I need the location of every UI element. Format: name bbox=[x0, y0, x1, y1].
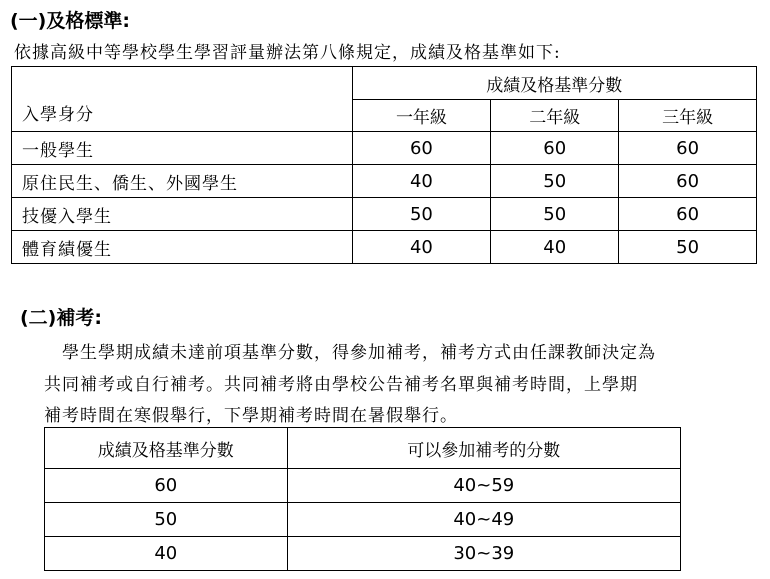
makeup-exam-table bbox=[44, 427, 681, 571]
cell-value: 60 bbox=[619, 165, 757, 198]
table-row bbox=[45, 503, 681, 537]
cell-value: 50 bbox=[352, 198, 491, 231]
col-header-grade1: 一年級 bbox=[352, 100, 491, 132]
row-label: 原住民生、僑生、外國學生 bbox=[12, 165, 353, 198]
cell-value: 60 bbox=[352, 132, 491, 165]
col-header-grade3: 三年級 bbox=[619, 100, 757, 132]
table-row bbox=[45, 469, 681, 503]
row-header-label: 入學身分 bbox=[22, 105, 94, 125]
table-row bbox=[45, 537, 681, 571]
table-row bbox=[12, 231, 757, 264]
table-row bbox=[12, 132, 757, 165]
section2-heading: (二)補考: bbox=[20, 307, 102, 329]
cell-value: 60 bbox=[619, 198, 757, 231]
row-label: 體育績優生 bbox=[12, 231, 353, 264]
cell-base-score: 40 bbox=[45, 537, 288, 571]
cell-value: 40 bbox=[352, 165, 491, 198]
cell-value: 60 bbox=[619, 132, 757, 165]
section2-paragraph-line-2: 共同補考或自行補考。共同補考將由學校公告補考名單與補考時間，上學期 bbox=[44, 375, 638, 395]
section1-intro: 依據高級中等學校學生學習評量辦法第八條規定，成績及格基準如下: bbox=[14, 43, 561, 63]
cell-value: 40 bbox=[352, 231, 491, 264]
passing-standard-table bbox=[11, 66, 757, 264]
cell-value: 50 bbox=[491, 165, 619, 198]
row-header-cell bbox=[12, 67, 353, 132]
cell-makeup-range: 30~39 bbox=[287, 537, 680, 571]
cell-makeup-range: 40~49 bbox=[287, 503, 680, 537]
group-header-cell bbox=[352, 67, 756, 100]
cell-makeup-range: 40~59 bbox=[287, 469, 680, 503]
cell-value: 50 bbox=[619, 231, 757, 264]
cell-value: 40 bbox=[491, 231, 619, 264]
table-row bbox=[12, 198, 757, 231]
cell-value: 60 bbox=[491, 132, 619, 165]
cell-base-score: 60 bbox=[45, 469, 288, 503]
row-label: 技優入學生 bbox=[12, 198, 353, 231]
cell-base-score: 50 bbox=[45, 503, 288, 537]
section2-paragraph-line-1: 學生學期成績未達前項基準分數，得參加補考，補考方式由任課教師決定為 bbox=[62, 343, 656, 363]
col-header-base-score: 成績及格基準分數 bbox=[45, 428, 288, 469]
table-row bbox=[12, 165, 757, 198]
row-label: 一般學生 bbox=[12, 132, 353, 165]
section2-paragraph-line-3: 補考時間在寒假舉行，下學期補考時間在暑假舉行。 bbox=[44, 406, 458, 426]
section1-heading: (一)及格標準: bbox=[10, 10, 130, 32]
group-header-label: 成績及格基準分數 bbox=[486, 75, 623, 96]
col-header-grade2: 二年級 bbox=[491, 100, 619, 132]
cell-value: 50 bbox=[491, 198, 619, 231]
col-header-makeup-range: 可以參加補考的分數 bbox=[287, 428, 680, 469]
